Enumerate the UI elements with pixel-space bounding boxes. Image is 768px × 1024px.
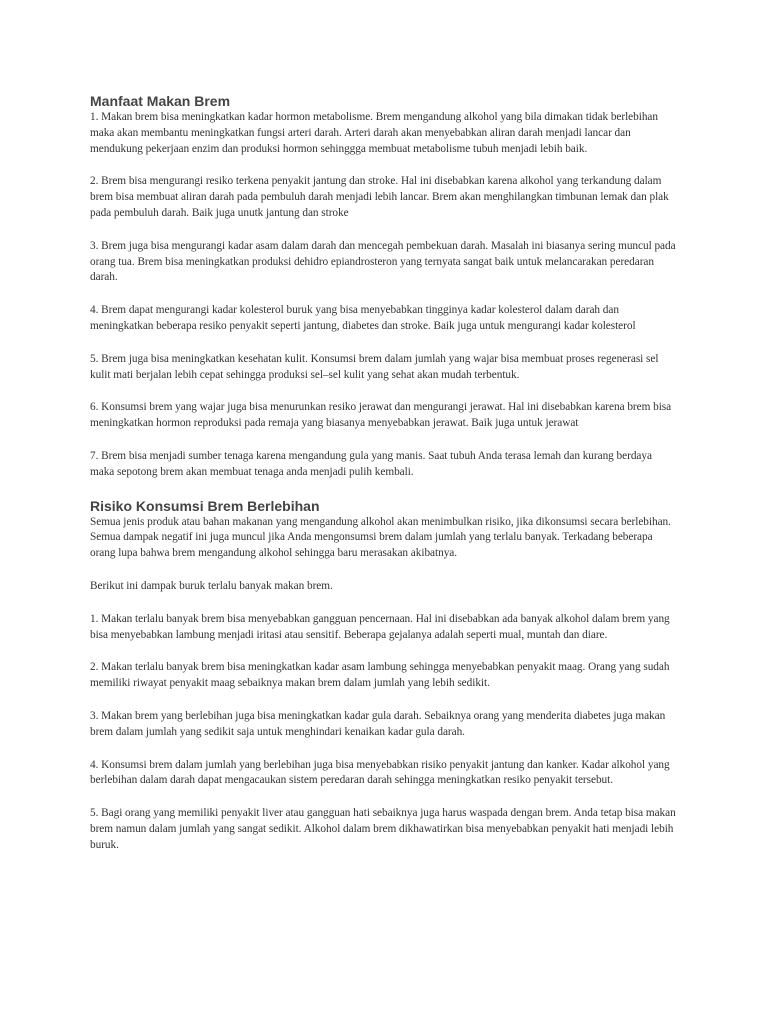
benefit-paragraph-3: 3. Brem juga bisa mengurangi kadar asam dalam darah dan mencegah pembekuan darah. Masalah ini biasanya sering muncul pada orang tua. Brem bisa meningkatkan produksi dehidro epiandrosteron yang ternyata sangat baik untuk melancarakan peredaran darah.: [90, 239, 676, 284]
section-title-manfaat: Manfaat Makan Brem: [90, 93, 231, 109]
benefit-paragraph-1: 1. Makan brem bisa meningkatkan kadar hormon metabolisme. Brem mengandung alkohol yang bila dimakan tidak berlebihan maka akan membantu meningkatkan fungsi arteri darah. Arteri darah akan menyebabkan aliran darah menjadi lancar dan mendukung pekerjaan enzim dan produksi hormon sehinggga membuat metabolisme tubuh menjadi lebih baik.: [90, 111, 658, 155]
risk-intro-paragraph: Semua jenis produk atau bahan makanan yang mengandung alkohol akan menimbulkan risiko, jika dikonsumsi secara berlebihan. Semua dampak negatif ini juga muncul jika Anda mengonsumsi brem dalam jumlah yang terlalu banyak. Terkadang beberapa orang lupa bahwa brem mengandung alkohol sehingga baru merasakan akibatnya.: [90, 515, 671, 560]
section-title-risiko: Risiko Konsumsi Brem Berlebihan: [90, 497, 320, 514]
risk-paragraph-4: 4. Konsumsi brem dalam jumlah yang berlebihan juga bisa menyebabkan risiko penyakit jantung dan kanker. Kadar alkohol yang berlebihan dalam darah dapat mengacaukan sistem peredaran darah sehingga meningkatkan resiko penyakit tersebut.: [90, 758, 670, 787]
benefit-paragraph-6: 6. Konsumsi brem yang wajar juga bisa menurunkan resiko jerawat dan mengurangi jerawat. Hal ini disebabkan karena brem bisa meningkatkan hormon reproduksi pada remaja yang biasanya menyebabkan jerawat. Baik juga untuk jerawat: [90, 401, 672, 430]
benefit-paragraph-7: 7. Brem bisa menjadi sumber tenaga karena mengandung gula yang manis. Saat tubuh Anda terasa lemah dan kurang berdaya maka sepotong brem akan membuat tenaga anda menjadi pulih kembali.: [90, 449, 652, 478]
benefit-paragraph-5: 5. Brem juga bisa meningkatkan kesehatan kulit. Konsumsi brem dalam jumlah yang wajar bisa membuat proses regenerasi sel kulit mati berjalan lebih cepat sehingga produksi sel–sel kulit yang sehat akan mudah terbentuk.: [90, 352, 659, 381]
risk-paragraph-2: 2. Makan terlalu banyak brem bisa meningkatkan kadar asam lambung sehingga menyebabkan penyakit maag. Orang yang sudah memiliki riwayat penyakit maag sebaiknya makan brem dalam jumlah yang lebih sedikit.: [90, 661, 670, 690]
risk-paragraph-3: 3. Makan brem yang berlebihan juga bisa meningkatkan kadar gula darah. Sebaiknya orang yang menderita diabetes juga makan brem dalam jumlah yang sedikit saja untuk menghindari kenaikan kadar gula darah.: [90, 709, 666, 738]
risk-lead-paragraph: Berikut ini dampak buruk terlalu banyak makan brem.: [90, 579, 333, 592]
document-page: [90, 92, 678, 854]
risk-paragraph-1: 1. Makan terlalu banyak brem bisa menyebabkan gangguan pencernaan. Hal ini disebabkan ada banyak alkohol dalam brem yang bisa menyebabkan lambung menjadi iritasi atau sensitif. Beberapa gejalanya adalah seperti mual, muntah dan diare.: [90, 612, 670, 641]
risk-paragraph-5: 5. Bagi orang yang memiliki penyakit liver atau gangguan hati sebaiknya juga harus waspada dengan brem. Anda tetap bisa makan brem namun dalam jumlah yang sangat sedikit. Alkohol dalam brem dikhawatirkan bisa menyebabkan penyakit hati menjadi lebih buruk.: [90, 807, 676, 851]
benefit-paragraph-2: 2. Brem bisa mengurangi resiko terkena penyakit jantung dan stroke. Hal ini disebabkan karena alkohol yang terkandung dalam brem bisa membuat aliran darah pada pembuluh darah menjadi lebih lancar. Brem akan menghilangkan timbunan lemak dan plak pada pembuluh darah. Baik juga unutk jantung dan stroke: [90, 175, 669, 219]
benefit-paragraph-4: 4. Brem dapat mengurangi kadar kolesterol buruk yang bisa menyebabkan tingginya kadar kolesterol dalam darah dan meningkatkan beberapa resiko penyakit seperti jantung, diabetes dan stroke. Baik juga untuk mengurangi kadar kolesterol: [90, 304, 636, 332]
